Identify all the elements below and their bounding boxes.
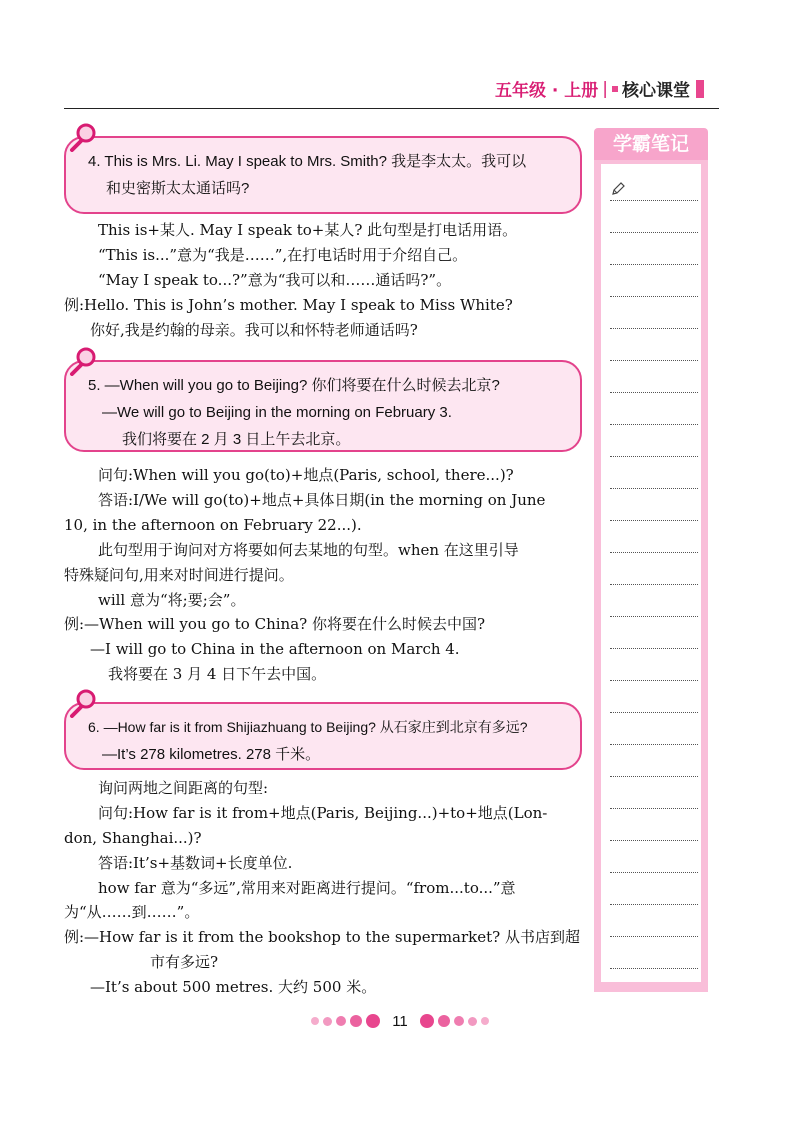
sidebar-note-line <box>610 904 698 905</box>
sec6-line: 为“从……到……”。 <box>64 903 200 921</box>
box6-line2: —It’s 278 kilometres. 278 千米。 <box>102 746 321 763</box>
sidebar-note-line <box>610 232 698 233</box>
footer-dot <box>468 1017 477 1026</box>
sidebar-note-line <box>610 872 698 873</box>
sidebar-note-line <box>610 520 698 521</box>
sidebar-note-line <box>610 296 698 297</box>
box5-line1: 5. —When will you go to Beijing? 你们将要在什么时候去北京? <box>88 377 500 394</box>
sec5-line: 特殊疑问句,用来对时间进行提问。 <box>64 566 294 584</box>
footer-dot <box>366 1014 380 1028</box>
header-rule <box>64 108 719 109</box>
sec6-line: 答语:It’s+基数词+长度单位. <box>98 854 293 872</box>
magnifier-icon <box>64 688 98 718</box>
sidebar-note-line <box>610 392 698 393</box>
footer-dot <box>438 1015 450 1027</box>
sec5-line: 10, in the afternoon on February 22...). <box>64 516 362 534</box>
sec6-example-cont: 市有多远? <box>150 953 219 971</box>
sidebar-note-line <box>610 680 698 681</box>
box5-line2: —We will go to Beijing in the morning on February 3. <box>102 404 452 421</box>
box4-line1: 4. This is Mrs. Li. May I speak to Mrs. Smith? 我是李太太。我可以 <box>88 153 527 170</box>
key-sentence-box-6 <box>64 702 582 770</box>
footer-dot <box>311 1017 319 1025</box>
magnifier-icon <box>64 346 98 376</box>
sec5-line: 答语:I/We will go(to)+地点+具体日期(in the morning on June <box>98 491 546 509</box>
sidebar-note-line <box>610 808 698 809</box>
sec4-line: This is+某人. May I speak to+某人? 此句型是打电话用语。 <box>98 221 518 239</box>
sec6-line: how far 意为“多远”,常用来对距离进行提问。“from...to...”意 <box>98 879 516 897</box>
sidebar-note-line <box>610 552 698 553</box>
sidebar-note-line <box>610 712 698 713</box>
sidebar-note-line <box>610 456 698 457</box>
sidebar-note-line <box>610 648 698 649</box>
sidebar-title: 学霸笔记 <box>594 128 708 160</box>
magnifier-icon <box>64 122 98 152</box>
page-footer <box>0 1008 800 1034</box>
sidebar-note-line <box>610 360 698 361</box>
sidebar-note-line <box>610 616 698 617</box>
sidebar-note-line <box>610 936 698 937</box>
sec5-example-translation: 我将要在 3 月 4 日下午去中国。 <box>108 665 327 683</box>
sec4-example: 例:Hello. This is John’s mother. May I speak to Miss White? <box>64 296 513 314</box>
key-sentence-box-4 <box>64 136 582 214</box>
sec4-example-translation: 你好,我是约翰的母亲。我可以和怀特老师通话吗? <box>90 321 418 339</box>
key-sentence-box-5 <box>64 360 582 452</box>
running-header <box>495 76 704 101</box>
sidebar-note-line <box>610 328 698 329</box>
sidebar-note-line <box>610 840 698 841</box>
sec4-line: “May I speak to...?”意为“我可以和……通话吗?”。 <box>98 271 452 289</box>
footer-dot <box>336 1016 346 1026</box>
page-number: 11 <box>392 1012 408 1030</box>
sidebar-note-line <box>610 200 698 201</box>
sec6-example-answer: —It’s about 500 metres. 大约 500 米。 <box>90 978 377 996</box>
header-grade: 五年级 · 上册 <box>494 81 599 101</box>
sidebar-note-line <box>610 584 698 585</box>
footer-dot <box>350 1015 362 1027</box>
footer-dot <box>481 1017 489 1025</box>
header-separator: | <box>602 78 608 99</box>
box4-line2: 和史密斯太太通话吗? <box>106 180 250 197</box>
footer-dot <box>420 1014 434 1028</box>
sidebar-notes-area <box>601 164 701 982</box>
sec6-example: 例:—How far is it from the bookshop to the supermarket? 从书店到超 <box>64 928 580 946</box>
sec5-example-answer: —I will go to China in the afternoon on March 4. <box>90 640 460 658</box>
sidebar-note-line <box>610 968 698 969</box>
sidebar-note-line <box>610 488 698 489</box>
sec6-line: don, Shanghai...)? <box>64 829 202 847</box>
sec4-line: “This is...”意为“我是……”,在打电话时用于介绍自己。 <box>98 246 468 264</box>
sidebar-note-line <box>610 776 698 777</box>
sec5-line: 问句:When will you go(to)+地点(Paris, school, there...)? <box>98 466 514 484</box>
box5-line3: 我们将要在 2 月 3 日上午去北京。 <box>122 431 351 448</box>
sec6-line: 询问两地之间距离的句型: <box>98 779 269 797</box>
sec5-line: will 意为“将;要;会”。 <box>98 591 246 609</box>
sec5-example: 例:—When will you go to China? 你将要在什么时候去中国? <box>64 615 485 633</box>
sec6-line: 问句:How far is it from+地点(Paris, Beijing...)+to+地点(Lon- <box>98 804 548 822</box>
sidebar-note-line <box>610 264 698 265</box>
header-bar-icon <box>696 80 704 98</box>
sidebar-note-line <box>610 744 698 745</box>
header-section: 核心课堂 <box>622 81 690 101</box>
footer-dot <box>454 1016 464 1026</box>
sec5-line: 此句型用于询问对方将要如何去某地的句型。when 在这里引导 <box>98 541 519 559</box>
footer-dot <box>323 1017 332 1026</box>
pencil-icon <box>610 181 626 197</box>
box6-line1: 6. —How far is it from Shijiazhuang to Beijing? 从石家庄到北京有多远? <box>88 719 528 735</box>
sidebar-note-line <box>610 424 698 425</box>
header-square-icon <box>612 86 618 92</box>
